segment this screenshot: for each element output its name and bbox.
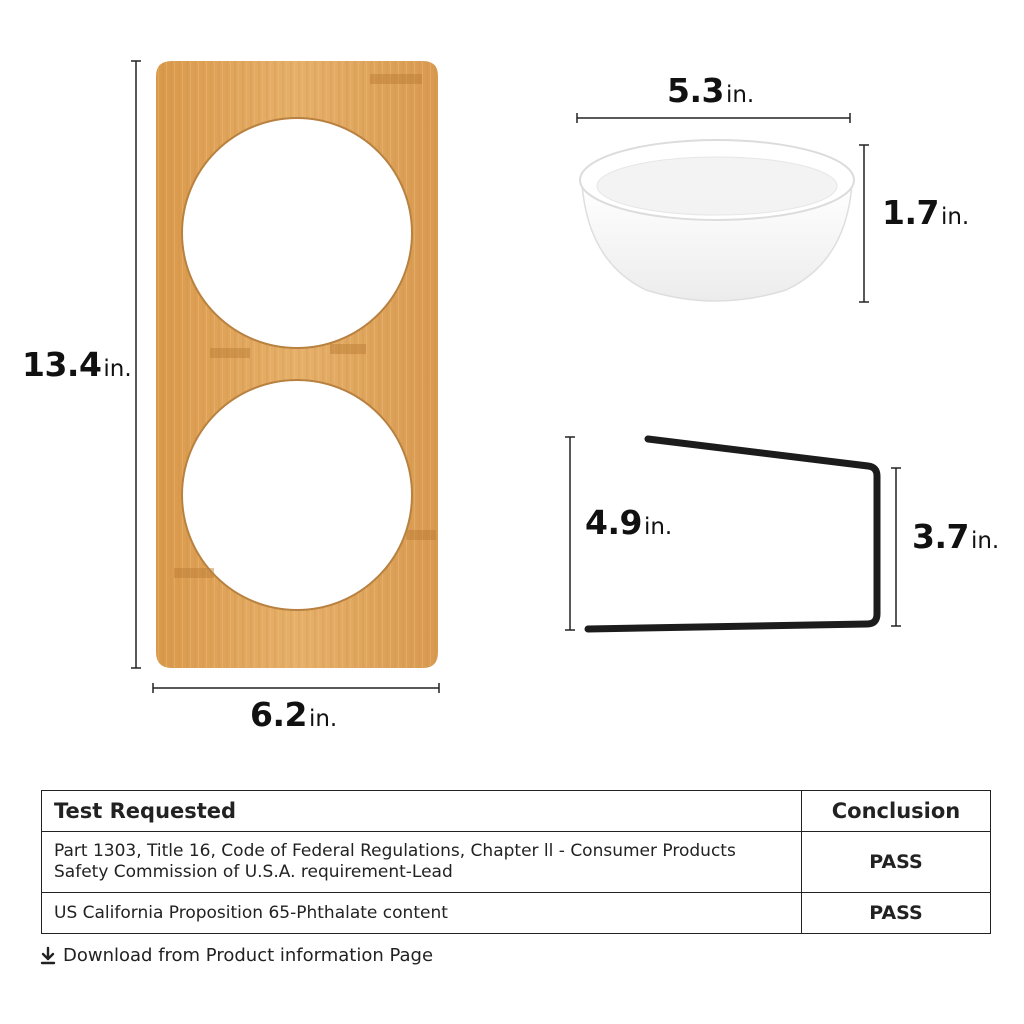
- table-row: [42, 832, 991, 893]
- stand-depth-unit: in.: [643, 514, 673, 540]
- bamboo-board: [156, 61, 438, 668]
- table-row: [42, 893, 991, 934]
- download-link[interactable]: [40, 945, 433, 966]
- test-description-line: Safety Commission of U.S.A. requirement-Lead: [54, 862, 453, 882]
- board-height-value: 13.4: [22, 345, 102, 384]
- bowl-width-value: 5.3: [667, 71, 724, 110]
- test-result: PASS: [802, 832, 991, 893]
- board-height-label: [22, 345, 132, 384]
- test-description: [42, 832, 802, 893]
- board-width-dimension-line: [153, 683, 439, 693]
- bowl-height-unit: in.: [940, 204, 970, 230]
- conclusion-header: Conclusion: [802, 791, 991, 832]
- board-height-dimension-line: [131, 61, 141, 668]
- stand-depth-dimension-line: [565, 437, 575, 630]
- ceramic-bowl: [580, 140, 854, 301]
- board-width-value: 6.2: [250, 695, 307, 734]
- test-description: [42, 893, 802, 934]
- stand-height-unit: in.: [970, 528, 1000, 554]
- bowl-height-label: [882, 193, 969, 232]
- bowl-width-unit: in.: [725, 82, 755, 108]
- test-results-table: [41, 790, 991, 934]
- bowl-height-dimension-line: [859, 145, 869, 302]
- board-width-label: [250, 695, 337, 734]
- test-description-line: US California Proposition 65-Phthalate content: [54, 902, 448, 923]
- stand-depth-label: [585, 503, 672, 542]
- test-requested-header: Test Requested: [42, 791, 802, 832]
- stand-depth-value: 4.9: [585, 503, 642, 542]
- stand-height-dimension-line: [891, 468, 901, 626]
- test-description-line: Part 1303, Title 16, Code of Federal Regulations, Chapter ll - Consumer Products: [54, 841, 736, 861]
- stand-height-label: [912, 517, 999, 556]
- download-label[interactable]: Download from Product information Page: [63, 945, 434, 966]
- board-width-unit: in.: [308, 706, 338, 732]
- download-icon: [40, 946, 56, 966]
- bowl-height-value: 1.7: [882, 193, 939, 232]
- table-header-row: [42, 791, 991, 832]
- bowl-width-dimension-line: [577, 113, 850, 123]
- test-result: PASS: [802, 893, 991, 934]
- bowl-width-label: [667, 71, 754, 110]
- stand-height-value: 3.7: [912, 517, 969, 556]
- board-height-unit: in.: [103, 356, 132, 382]
